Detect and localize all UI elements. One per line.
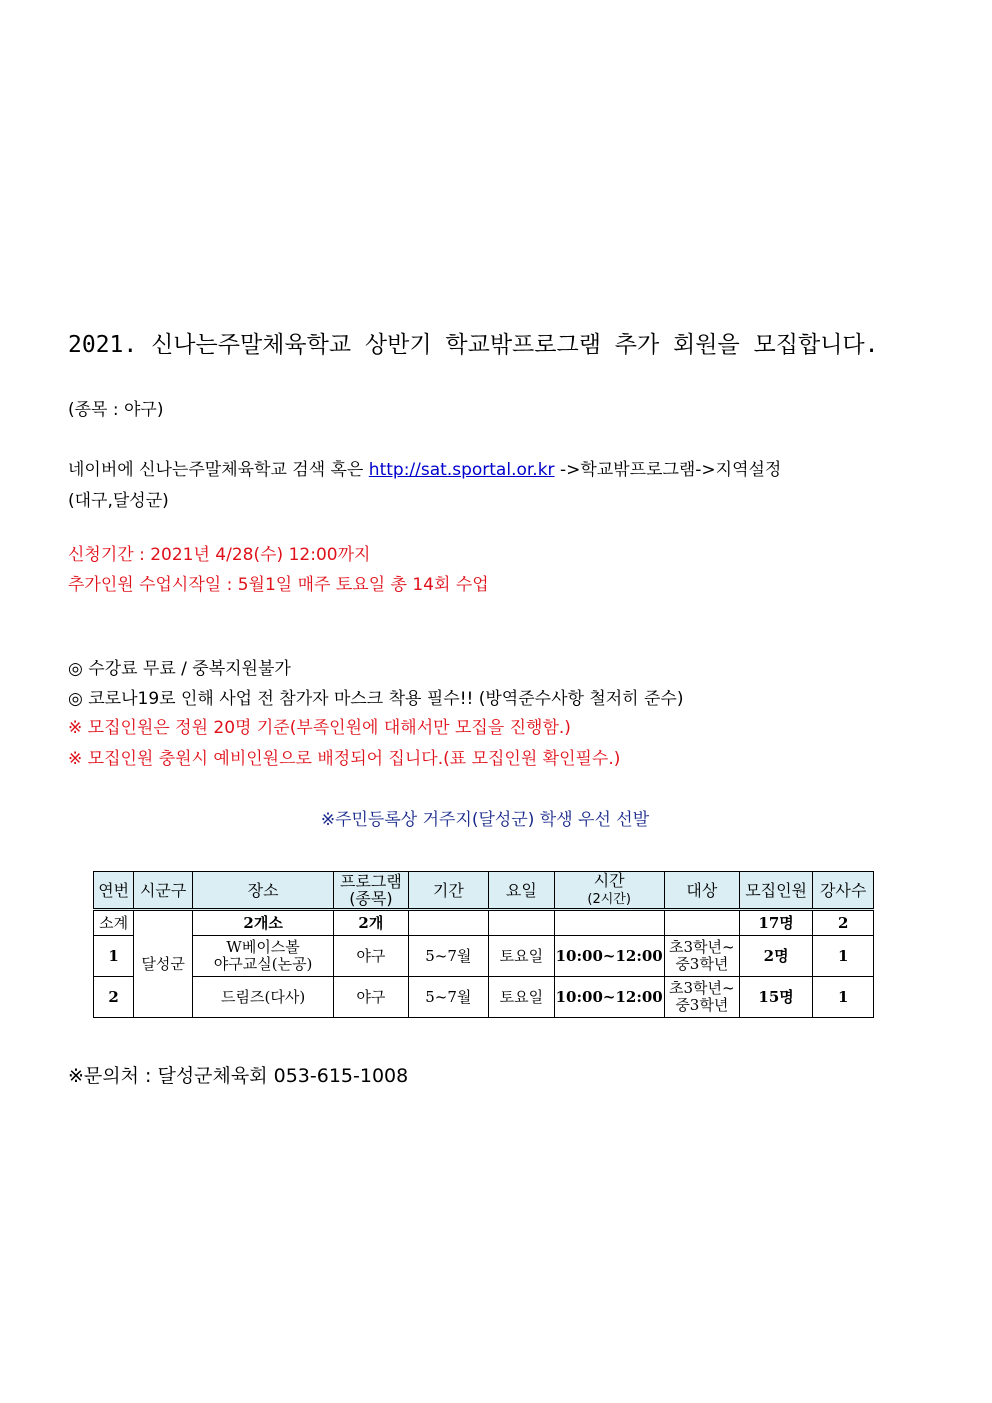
header-time-line1: 시간 xyxy=(593,871,625,890)
row-target-line1: 초3학년~ xyxy=(669,979,735,997)
row-target-line2: 중3학년 xyxy=(675,955,729,973)
table-header-row xyxy=(94,872,874,910)
header-program-line1: 프로그램 xyxy=(339,872,402,891)
search-suffix: ->학교밖프로그램->지역설정 xyxy=(554,460,782,480)
sport-label: (종목 : 야구) xyxy=(68,400,164,420)
note-waitlist: ※ 모집인원 충원시 예비인원으로 배정되어 집니다.(표 모집인원 확인필수.) xyxy=(68,749,621,769)
row-time: 10:00~12:00 xyxy=(554,936,664,977)
class-start: 추가인원 수업시작일 : 5월1일 매주 토요일 총 14회 수업 xyxy=(68,575,489,595)
header-program xyxy=(334,872,408,910)
row-place-line2: 야구교실(논공) xyxy=(213,955,313,973)
header-instructors: 강사수 xyxy=(813,872,874,910)
header-day: 요일 xyxy=(489,872,554,910)
row-target-line2: 중3학년 xyxy=(675,996,729,1014)
row-instructors: 1 xyxy=(813,936,874,977)
header-time-line2: (2시간) xyxy=(587,892,631,907)
row-time: 10:00~12:00 xyxy=(554,977,664,1018)
site-link[interactable]: http://sat.sportal.or.kr xyxy=(368,460,555,480)
table-row xyxy=(94,936,874,977)
subtotal-label: 소계 xyxy=(94,910,134,936)
row-place xyxy=(193,936,334,977)
header-time xyxy=(554,872,664,910)
row-place: 드림즈(다사) xyxy=(193,977,334,1018)
row-period: 5~7월 xyxy=(408,936,489,977)
application-period: 신청기간 : 2021년 4/28(수) 12:00까지 xyxy=(68,545,371,565)
subtotal-target xyxy=(664,910,739,936)
program-table xyxy=(93,871,874,1018)
subtotal-instructors: 2 xyxy=(813,910,874,936)
row-program: 야구 xyxy=(334,977,408,1018)
row-day: 토요일 xyxy=(489,936,554,977)
row-day: 토요일 xyxy=(489,977,554,1018)
table-row xyxy=(94,977,874,1018)
row-recruit: 2명 xyxy=(739,936,812,977)
priority-note: ※주민등록상 거주지(달성군) 학생 우선 선발 xyxy=(320,810,650,830)
subtotal-places: 2개소 xyxy=(193,910,334,936)
subtotal-time xyxy=(554,910,664,936)
search-prefix: 네이버에 신나는주말체육학교 검색 혹은 xyxy=(68,460,369,480)
row-no: 1 xyxy=(94,936,134,977)
row-period: 5~7월 xyxy=(408,977,489,1018)
row-recruit: 15명 xyxy=(739,977,812,1018)
region-label: (대구,달성군) xyxy=(68,491,169,511)
header-place: 장소 xyxy=(193,872,334,910)
row-instructors: 1 xyxy=(813,977,874,1018)
row-program: 야구 xyxy=(334,936,408,977)
subtotal-programs: 2개 xyxy=(334,910,408,936)
subtotal-recruit: 17명 xyxy=(739,910,812,936)
header-recruit: 모집인원 xyxy=(739,872,812,910)
district-cell: 달성군 xyxy=(134,910,193,1018)
header-no: 연번 xyxy=(94,872,134,910)
header-target: 대상 xyxy=(664,872,739,910)
note-mask: ◎ 코로나19로 인해 사업 전 참가자 마스크 착용 필수!! (방역준수사항 철저히 준수) xyxy=(68,689,684,709)
header-program-line2: (종목) xyxy=(349,889,393,908)
page-title: 2021. 신나는주말체육학교 상반기 학교밖프로그램 추가 회원을 모집합니다. xyxy=(68,332,879,358)
subtotal-day xyxy=(489,910,554,936)
contact-info: ※문의처 : 달성군체육회 053-615-1008 xyxy=(68,1065,409,1087)
row-target xyxy=(664,936,739,977)
subtotal-period xyxy=(408,910,489,936)
row-no: 2 xyxy=(94,977,134,1018)
row-place-line1: W베이스볼 xyxy=(226,938,300,956)
search-instructions xyxy=(68,455,781,480)
subtotal-row xyxy=(94,910,874,936)
note-capacity: ※ 모집인원은 정원 20명 기준(부족인원에 대해서만 모집을 진행함.) xyxy=(68,718,571,738)
row-target xyxy=(664,977,739,1018)
row-target-line1: 초3학년~ xyxy=(669,938,735,956)
note-fee: ◎ 수강료 무료 / 중복지원불가 xyxy=(68,659,291,679)
header-district: 시군구 xyxy=(134,872,193,910)
header-period: 기간 xyxy=(408,872,489,910)
